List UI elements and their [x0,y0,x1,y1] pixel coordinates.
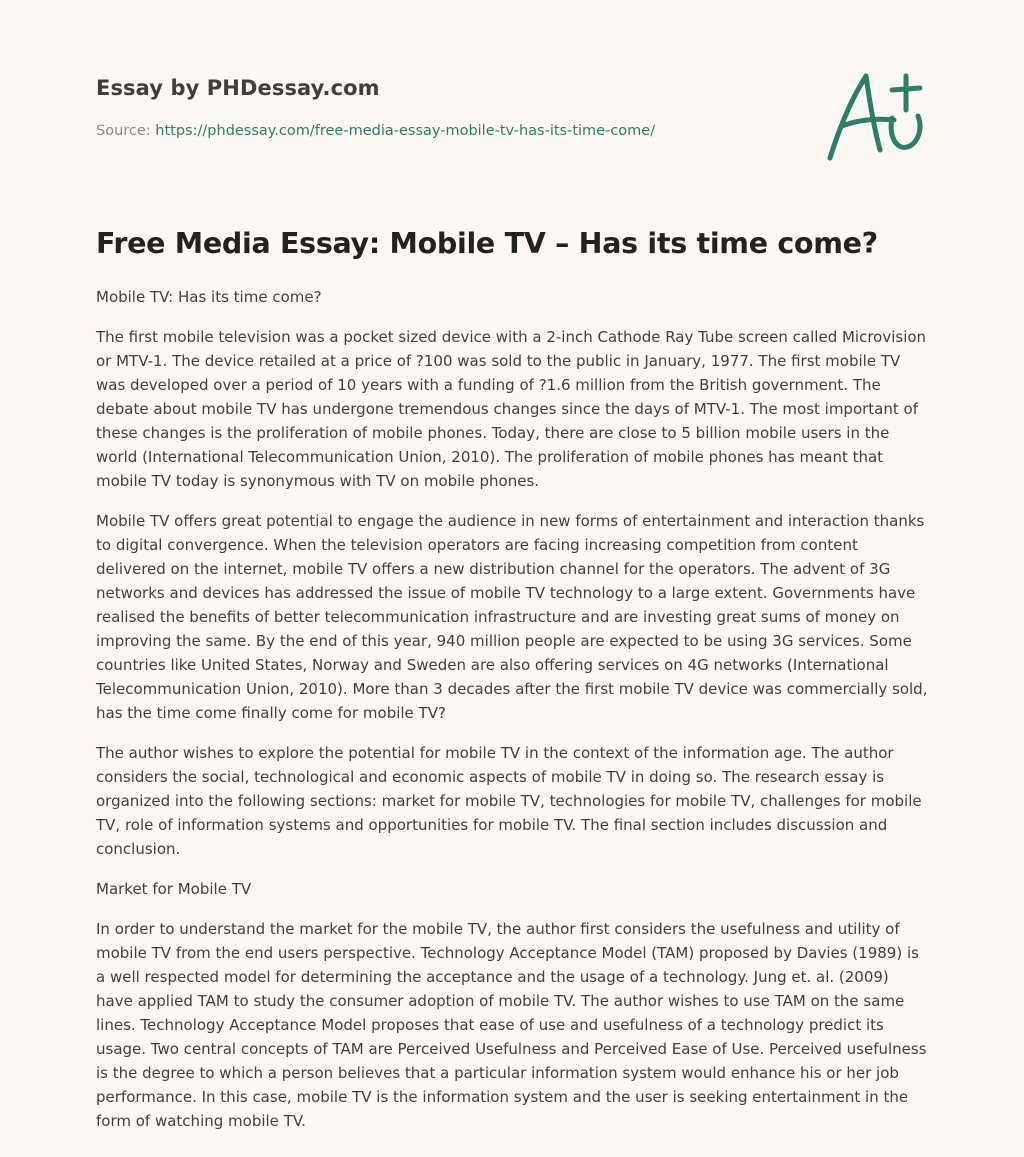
source-label: Source: [96,123,156,139]
essay-body [96,285,930,1157]
paragraph-1: The first mobile television was a pocket sized device with a 2-inch Cathode Ray Tube screen called Microvision or MTV-1. The device retailed at a price of ?100 was sold to the public in January, 1977. The first mobile TV was developed over a period of 10 years with a funding of ?1.6 million from the British government. The debate about mobile TV has undergone tremendous changes since the days of MTV-1. The most important of these changes is the proliferation of mobile phones. Today, there are close to 5 billion mobile users in the world (International Telecommunication Union, 2010). The proliferation of mobile phones has meant that mobile TV today is synonymous with TV on mobile phones. [96,328,927,490]
paragraph-3: The author wishes to explore the potential for mobile TV in the context of the information age. The author considers the social, technological and economic aspects of mobile TV in doing so. The research essay is organized into the following sections: market for mobile TV, technologies for mobile TV, challenges for mobile TV, role of information systems and opportunities for mobile TV. The final section includes discussion and conclusion. [96,744,922,858]
paragraph-4: In order to understand the market for the mobile TV, the author first considers the usefulness and utility of mobile TV from the end users perspective. Technology Acceptance Model (TAM) proposed by Davies (1989) is a well respected model for determining the acceptance and the usage of a technology. Jung et. al. (2009) have applied TAM to study the consumer adoption of mobile TV. The author wishes to use TAM on the same lines. Technology Acceptance Model proposes that ease of use and usefulness of a technology predict its usage. Two central concepts of TAM are Perceived Usefulness and Perceived Ease of Use. Perceived usefulness is the degree to which a person believes that a particular information system would enhance his or her job performance. In this case, mobile TV is the information system and the user is seeking entertainment in the form of watching mobile TV. [96,920,927,1130]
paragraph-2: Mobile TV offers great potential to engage the audience in new forms of entertainment and interaction thanks to digital convergence. When the television operators are facing increasing competition from content delivered on the internet, mobile TV offers a new distribution channel for the operators. The advent of 3G networks and devices has addressed the issue of mobile TV technology to a large extent. Governments have realised the benefits of better telecommunication infrastructure and are investing great sums of money on improving the same. By the end of this year, 940 million people are expected to be using 3G services. Some countries like United States, Norway and Sweden are also offering services on 4G networks (International Telecommunication Union, 2010). More than 3 decades after the first mobile TV device was commercially sold, has the time come finally come for mobile TV? [96,512,928,722]
section-heading-market: Market for Mobile TV [96,880,252,898]
essay-subtitle: Mobile TV: Has its time come? [96,288,322,306]
essay-title: Free Media Essay: Mobile TV – Has its time come? [96,227,878,260]
source-link[interactable]: https://phdessay.com/free-media-essay-mobile-tv-has-its-time-come/ [155,123,656,139]
a-plus-logo-icon [818,66,930,166]
site-brand-title: Essay by PHDessay.com [96,76,380,100]
source-line [96,123,655,139]
